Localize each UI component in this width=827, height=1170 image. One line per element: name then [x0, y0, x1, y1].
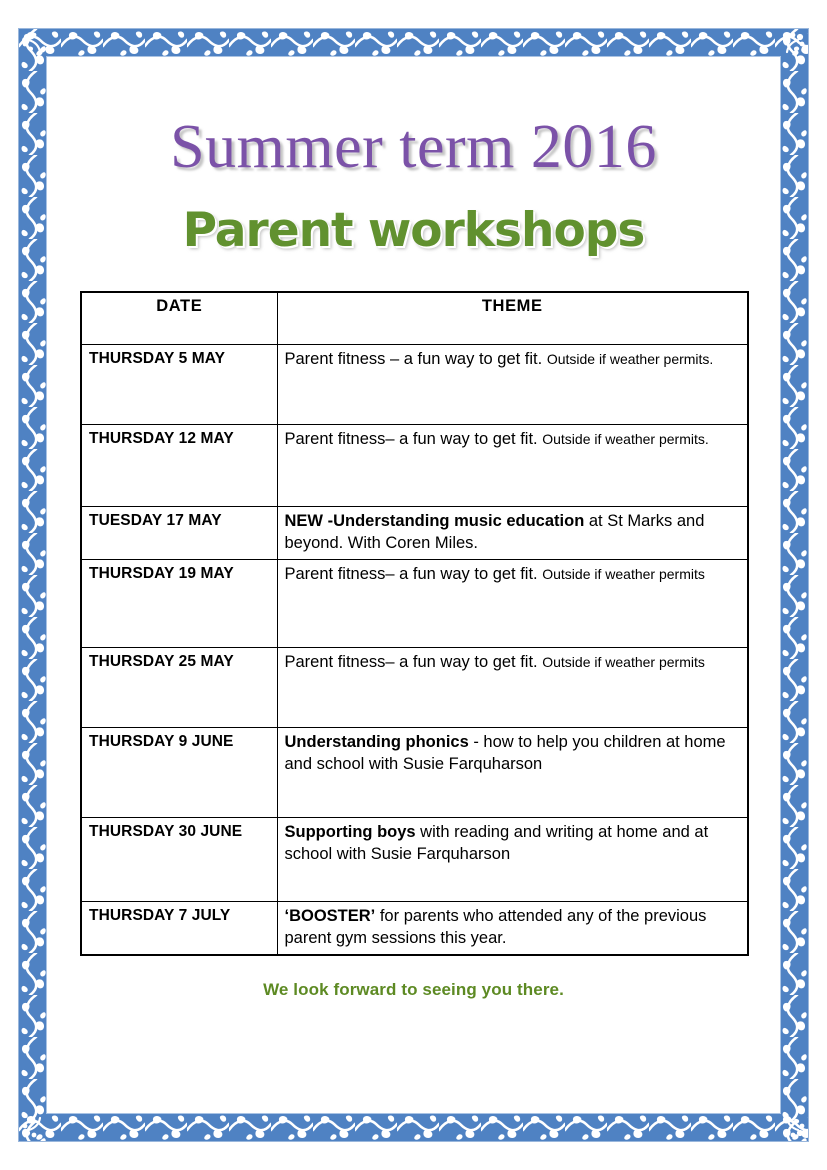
corner-leaf-sprig-top-right-icon	[780, 29, 808, 57]
cell-date: THURSDAY 12 MAY	[81, 425, 277, 507]
cell-theme	[277, 648, 748, 728]
vine-pattern-right-icon	[780, 29, 808, 1141]
cell-theme	[277, 902, 748, 955]
theme-text: Parent fitness– a fun way to get fit.	[284, 565, 543, 584]
table-row	[81, 648, 748, 728]
theme-note: Outside if weather permits.	[546, 351, 714, 368]
workshop-schedule-table	[80, 291, 749, 956]
cell-date: THURSDAY 30 JUNE	[81, 818, 277, 902]
theme-emphasis: Understanding phonics	[284, 733, 469, 752]
corner-leaf-sprig-bottom-right-icon	[780, 1113, 808, 1141]
theme-text: for parents who attended any of the previous parent gym sessions this year.	[284, 907, 707, 948]
cell-date: TUESDAY 17 MAY	[81, 507, 277, 560]
decorative-border-frame	[18, 28, 809, 1142]
table-header-row	[81, 292, 748, 345]
page-subtitle: Parent workshops	[182, 203, 645, 259]
page-title: Summer term 2016	[170, 113, 657, 181]
theme-text: Parent fitness – a fun way to get fit.	[284, 350, 547, 369]
theme-note: Outside if weather permits	[542, 566, 705, 583]
poster-content	[49, 59, 778, 1111]
theme-text: at St Marks and beyond. With Coren Miles.	[284, 512, 705, 553]
table-row	[81, 902, 748, 955]
cell-date: THURSDAY 9 JUNE	[81, 728, 277, 818]
table-row	[81, 425, 748, 507]
vine-pattern-top-icon	[19, 29, 808, 57]
cell-date: THURSDAY 19 MAY	[81, 560, 277, 648]
corner-leaf-sprig-bottom-left-icon	[19, 1113, 47, 1141]
column-header-theme: THEME	[277, 292, 748, 345]
theme-emphasis: NEW -Understanding music education	[284, 512, 585, 531]
cell-theme	[277, 425, 748, 507]
cell-theme	[277, 507, 748, 560]
schedule-table-body	[81, 345, 748, 955]
vine-pattern-left-icon	[19, 29, 47, 1141]
schedule-table-wrapper	[80, 291, 747, 956]
cell-theme	[277, 560, 748, 648]
theme-emphasis: ‘BOOSTER’	[284, 907, 376, 926]
table-row	[81, 728, 748, 818]
theme-note: Outside if weather permits	[542, 654, 705, 671]
table-row	[81, 507, 748, 560]
cell-theme	[277, 728, 748, 818]
table-row	[81, 560, 748, 648]
closing-message: We look forward to seeing you there.	[263, 980, 564, 1000]
corner-leaf-sprig-top-left-icon	[19, 29, 47, 57]
column-header-date: DATE	[81, 292, 277, 345]
theme-emphasis: Supporting boys	[284, 823, 416, 842]
cell-theme	[277, 345, 748, 425]
theme-text: Parent fitness– a fun way to get fit.	[284, 430, 543, 449]
theme-text: - how to help you children at home and school with Susie Farquharson	[284, 733, 726, 774]
cell-date: THURSDAY 25 MAY	[81, 648, 277, 728]
table-row	[81, 818, 748, 902]
cell-theme	[277, 818, 748, 902]
theme-note: Outside if weather permits.	[542, 431, 709, 448]
table-row	[81, 345, 748, 425]
theme-text: Parent fitness– a fun way to get fit.	[284, 653, 543, 672]
theme-text: with reading and writing at home and at school with Susie Farquharson	[284, 823, 709, 864]
cell-date: THURSDAY 5 MAY	[81, 345, 277, 425]
cell-date: THURSDAY 7 JULY	[81, 902, 277, 955]
vine-pattern-bottom-icon	[19, 1113, 808, 1141]
